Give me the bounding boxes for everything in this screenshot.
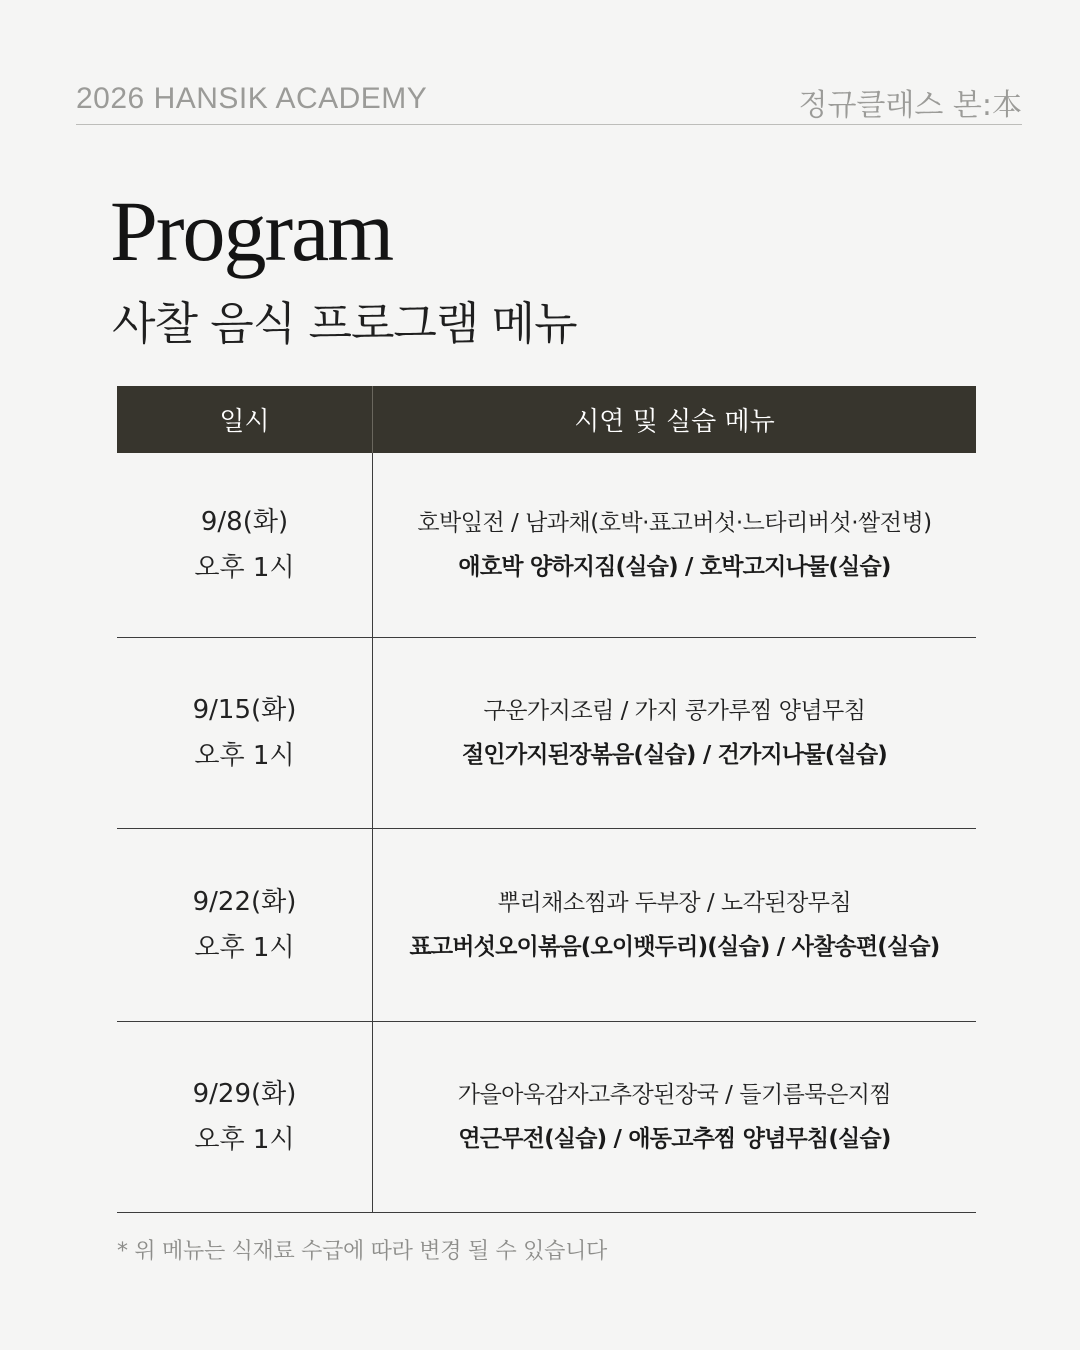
page-subtitle: 사찰 음식 프로그램 메뉴 — [112, 297, 577, 350]
class-time: 오후 1시 — [194, 933, 295, 963]
table-row — [117, 453, 976, 638]
table-row — [117, 638, 976, 829]
demo-menu: 뿌리채소찜과 두부장 / 노각된장무침 — [497, 890, 852, 916]
academy-brand: 2026 HANSIK ACADEMY — [76, 82, 428, 115]
menu-cell — [373, 1022, 976, 1212]
column-header-date: 일시 — [219, 407, 270, 437]
schedule-table — [117, 386, 976, 1213]
date-cell — [117, 453, 372, 637]
column-header-menu: 시연 및 실습 메뉴 — [574, 407, 775, 437]
demo-menu: 가을아욱감자고추장된장국 / 들기름묵은지찜 — [457, 1082, 892, 1108]
class-date: 9/8(화) — [200, 507, 289, 537]
demo-menu: 구운가지조림 / 가지 콩가루찜 양념무침 — [483, 698, 866, 724]
date-cell — [117, 1022, 372, 1212]
demo-menu: 호박잎전 / 남과채(호박·표고버섯·느타리버섯·쌀전병) — [417, 510, 932, 536]
page-title: Program — [110, 183, 393, 279]
table-header — [117, 386, 976, 453]
table-row — [117, 829, 976, 1022]
practice-menu: 연근무전(실습) / 애동고추찜 양념무침(실습) — [458, 1126, 891, 1152]
class-label: 정규클래스 본:本 — [798, 88, 1022, 123]
class-time: 오후 1시 — [194, 741, 295, 771]
class-time: 오후 1시 — [194, 553, 295, 583]
menu-cell — [373, 638, 976, 828]
class-date: 9/15(화) — [192, 695, 297, 725]
footnote: * 위 메뉴는 식재료 수급에 따라 변경 될 수 있습니다 — [117, 1239, 607, 1264]
date-cell — [117, 829, 372, 1021]
menu-cell — [373, 829, 976, 1021]
class-time: 오후 1시 — [194, 1125, 295, 1155]
table-row — [117, 1022, 976, 1213]
header-divider — [76, 124, 1022, 125]
practice-menu: 애호박 양하지짐(실습) / 호박고지나물(실습) — [458, 554, 891, 580]
menu-cell — [373, 453, 976, 637]
practice-menu: 표고버섯오이볶음(오이뱃두리)(실습) / 사찰송편(실습) — [409, 934, 940, 960]
date-cell — [117, 638, 372, 828]
class-date: 9/22(화) — [192, 887, 297, 917]
class-date: 9/29(화) — [192, 1079, 297, 1109]
practice-menu: 절인가지된장볶음(실습) / 건가지나물(실습) — [462, 742, 887, 768]
